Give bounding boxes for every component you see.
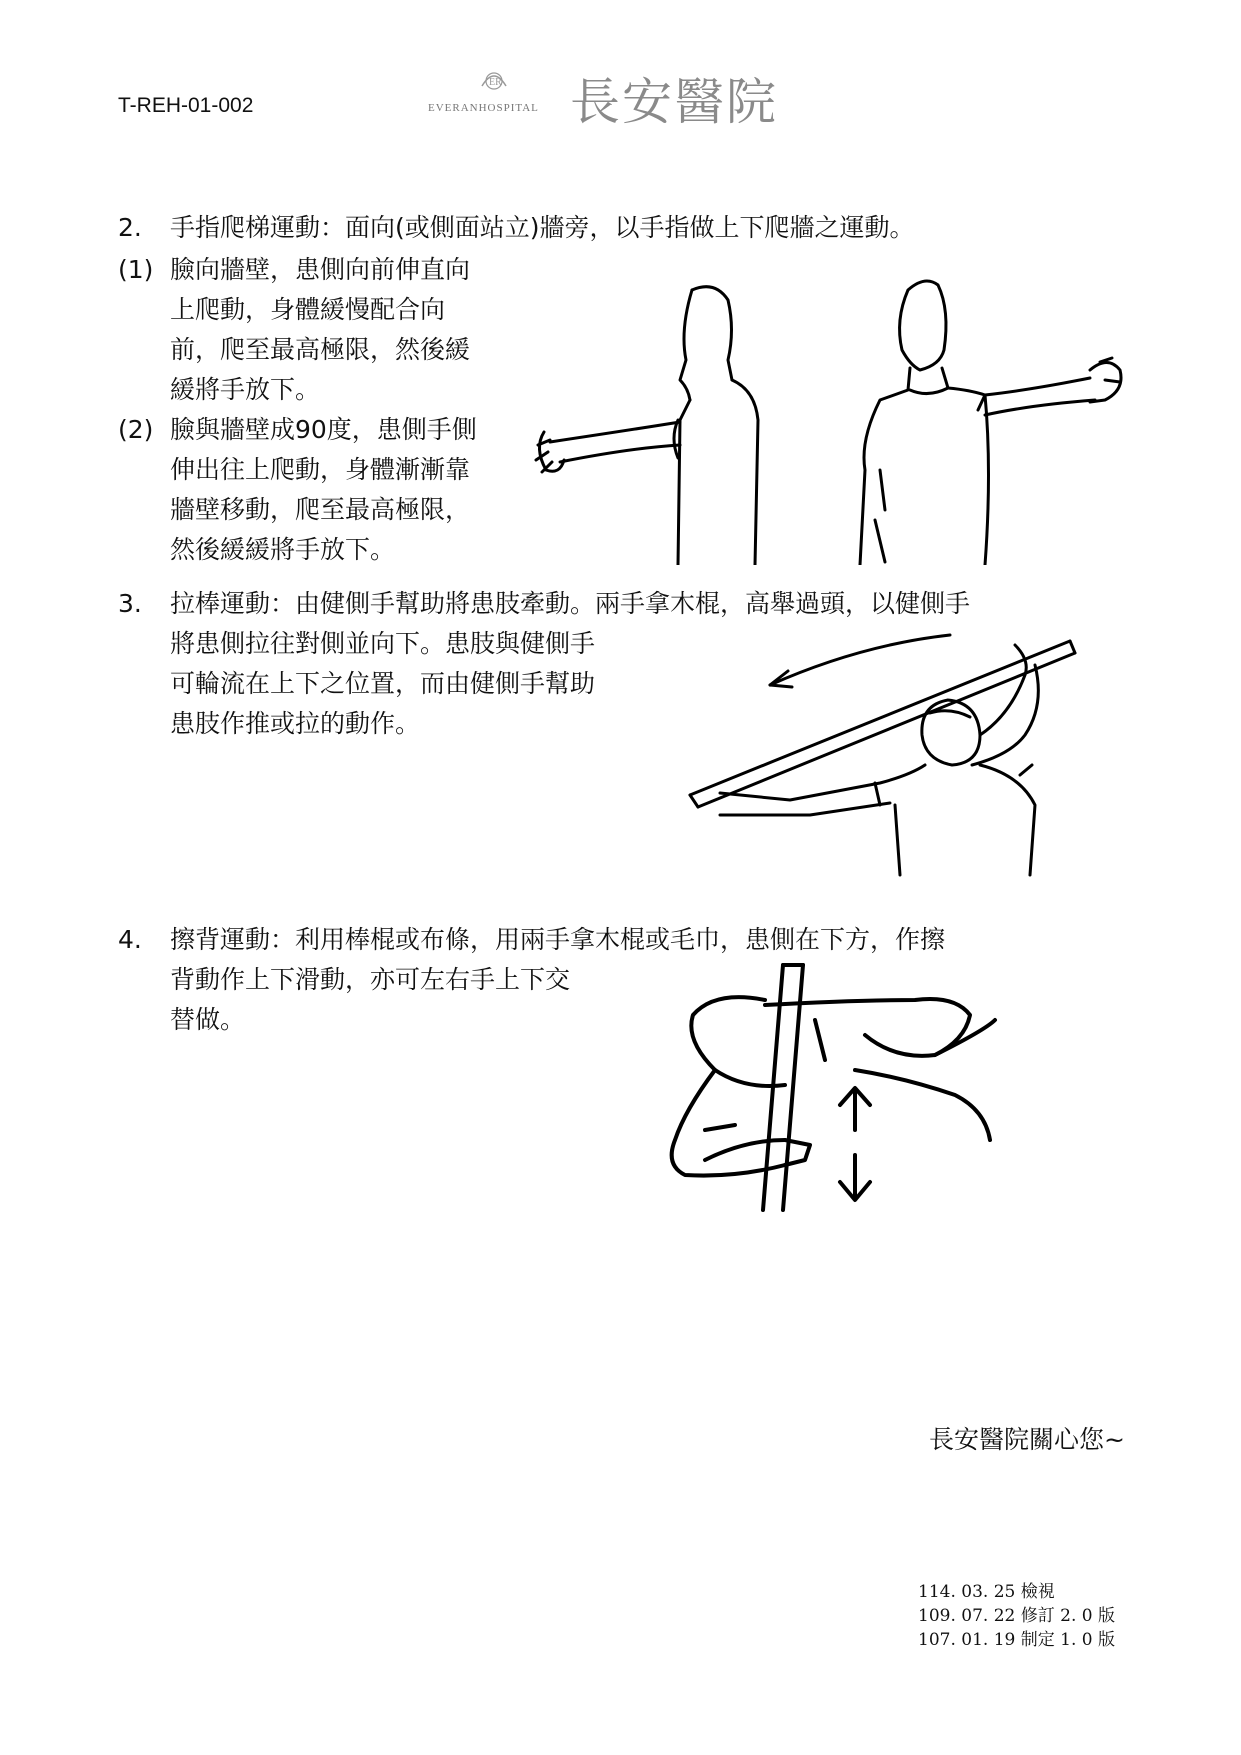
revision-history bbox=[918, 1580, 1115, 1652]
text-line: 前，爬至最高極限，然後緩 bbox=[170, 335, 471, 364]
revision-line: 114. 03. 25 檢視 bbox=[918, 1582, 1055, 1602]
sub-1-number: (1) bbox=[118, 255, 154, 284]
text-line: 上爬動，身體緩慢配合向 bbox=[170, 295, 446, 324]
revision-line: 109. 07. 22 修訂 2. 0 版 bbox=[918, 1606, 1115, 1626]
text-line: 緩將手放下。 bbox=[170, 375, 321, 404]
section-2-title: 手指爬梯運動：面向(或側面站立)牆旁，以手指做上下爬牆之運動。 bbox=[170, 213, 915, 242]
hospital-logo bbox=[428, 62, 838, 131]
sub-2-number: (2) bbox=[118, 415, 154, 444]
back-rub-illustration bbox=[655, 960, 1105, 1225]
logo-chinese-name: 長安醫院 bbox=[570, 73, 778, 131]
text-line: 背動作上下滑動，亦可左右手上下交 bbox=[170, 965, 571, 994]
section-4-number: 4. bbox=[118, 925, 142, 954]
section-3-number: 3. bbox=[118, 589, 142, 618]
text-line: 伸出往上爬動，身體漸漸靠 bbox=[170, 455, 471, 484]
text-line: 患肢作推或拉的動作。 bbox=[170, 709, 421, 738]
logo-emblem-icon bbox=[478, 64, 510, 96]
revision-line: 107. 01. 19 制定 1. 0 版 bbox=[918, 1630, 1115, 1650]
text-line: 然後緩緩將手放下。 bbox=[170, 535, 396, 564]
text-line: 可輪流在上下之位置，而由健側手幫助 bbox=[170, 669, 596, 698]
document-code: T-REH-01-002 bbox=[118, 94, 254, 117]
finger-climb-illustration bbox=[530, 270, 1140, 565]
closing-message: 長安醫院關心您~ bbox=[929, 1425, 1125, 1454]
text-line: 牆壁移動，爬至最高極限， bbox=[170, 495, 471, 524]
text-line: 臉與牆壁成90度，患側手側 bbox=[170, 415, 477, 444]
svg-text:ER: ER bbox=[489, 77, 502, 88]
stick-pull-illustration bbox=[680, 625, 1140, 880]
text-line: 擦背運動：利用棒棍或布條，用兩手拿木棍或毛巾，患側在下方，作擦 bbox=[170, 925, 946, 954]
logo-english-name: EVERANHOSPITAL bbox=[428, 102, 539, 114]
text-line: 拉棒運動：由健側手幫助將患肢牽動。兩手拿木棍，高舉過頭，以健側手 bbox=[170, 589, 971, 618]
text-line: 替做。 bbox=[170, 1005, 246, 1034]
text-line: 將患側拉往對側並向下。患肢與健側手 bbox=[170, 629, 596, 658]
section-2-number: 2. bbox=[118, 213, 142, 242]
text-line: 臉向牆壁，患側向前伸直向 bbox=[170, 255, 471, 284]
